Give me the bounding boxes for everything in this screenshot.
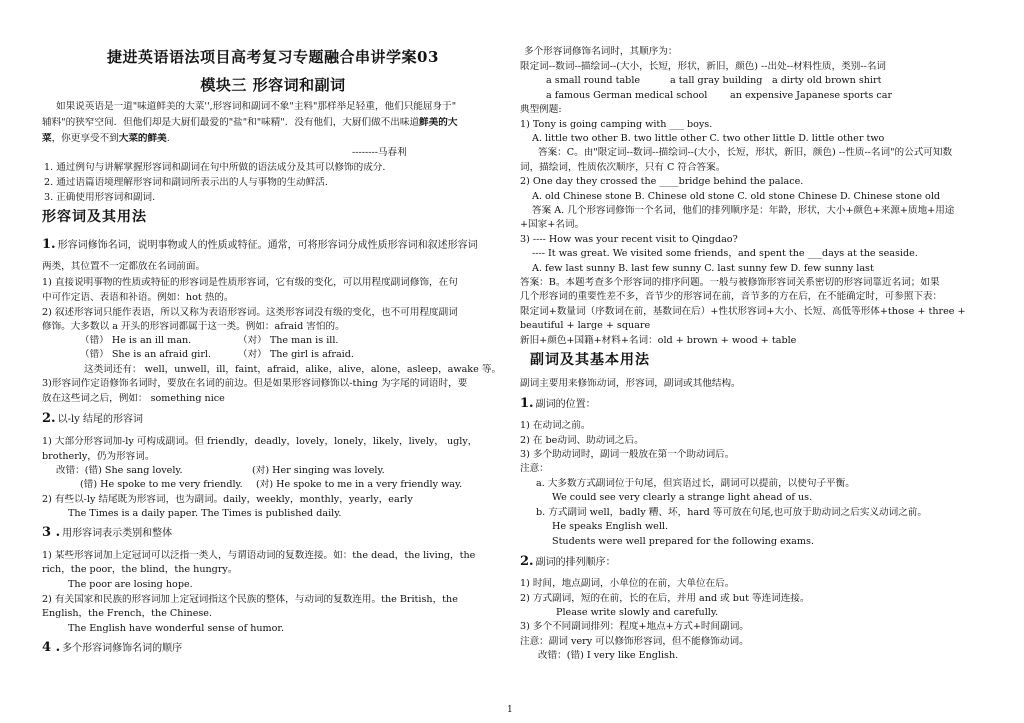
- example-phrase: a tall gray building: [670, 75, 763, 86]
- example-wrong: （错） She is an afraid girl.: [80, 349, 212, 360]
- goal-item: 2. 通过语篇语境理解形容词和副词所表示出的人与事物的生动鲜活.: [44, 177, 328, 188]
- section-heading-adverbs: 副词及其基本用法: [530, 352, 650, 368]
- paragraph-line: 两类，其位置不一定都放在名词前面。: [42, 261, 206, 272]
- intro-bold: 鲜美的大: [419, 117, 458, 128]
- paragraph-line: 副词主要用来修饰动词，形容词，副词或其他结构。: [520, 378, 741, 389]
- paragraph-line: 注意：: [520, 463, 549, 474]
- intro-text: .: [166, 133, 170, 144]
- example-line: Students were well prepared for the following exams.: [552, 536, 814, 547]
- subheading-text: 以-ly 结尾的形容词: [57, 414, 143, 425]
- subheading-adverb-order: [520, 555, 990, 570]
- paragraph-line: 限定词--数词--描绘词--(大小，长短，形状，新旧，颜色) --出处--材料性质，类别--名词: [520, 61, 887, 72]
- example-line: Please write slowly and carefully.: [556, 607, 719, 618]
- answer-line: 答案 A. 几个形容词修饰一个名词，他们的排列顺序是：年龄，形状，大小+颜色+来源+质地+用途: [532, 205, 955, 216]
- paragraph-line: 1) 直接说明事物的性质或特征的形容词是性质形容词，它有级的变化，可以用程度副词修饰，在句: [42, 277, 458, 288]
- page-number: 1: [507, 705, 513, 715]
- paragraph-line: brotherly，仍为形容词。: [42, 451, 155, 462]
- subheading-text: 副词的位置：: [535, 399, 596, 410]
- paragraph-line: 2) 有些以-ly 结尾既为形容词，也为副词。daily，weekly，monthly，yearly，early: [42, 494, 413, 505]
- options-line: A. little two other B. two little other C. two other little D. little other two: [532, 133, 885, 144]
- example-phrase: an expensive Japanese sports car: [730, 90, 893, 101]
- paragraph-line: 3)形容词作定语修饰名词时，要放在名词的前边。但是如果形容词修饰以-thing 为字尾的词语时，要: [42, 378, 468, 389]
- paragraph-line: English，the French，the Chinese.: [42, 608, 213, 619]
- paragraph-line: 放在这些词之后，例如： something nice: [42, 393, 225, 404]
- example-phrase: a dirty old brown shirt: [772, 75, 882, 86]
- example-wrong: 改错：(错) She sang lovely.: [56, 465, 183, 476]
- example-line: He speaks English well.: [552, 521, 669, 532]
- paragraph-line: 这类词还有： well，unwell，ill，faint，afraid，alike，alive，alone，asleep，awake 等。: [84, 364, 502, 375]
- example-line: The English have wonderful sense of humor.: [68, 623, 284, 634]
- paragraph-line: 修饰。大多数以 a 开头的形容词都属于这一类。例如：afraid 害怕的。: [42, 321, 345, 332]
- subheading-number: 4 .: [42, 641, 61, 655]
- subheading-number: 2.: [42, 412, 56, 426]
- paragraph-line: b. 方式副词 well，badly 糟、坏，hard 等可放在句尾,也可放于助动词之后实义动词之前。: [536, 507, 927, 518]
- question-line: 3) ---- How was your recent visit to Qingdao?: [520, 234, 738, 245]
- example-line: 改错：(错) I very like English.: [538, 650, 679, 661]
- answer-line: 几个形容词的重要性差不多，音节少的形容词在前，音节多的方在后，在不能确定时，可参照下表：: [520, 291, 943, 302]
- example-phrase: a famous German medical school: [546, 90, 708, 101]
- paragraph-line: 2) 叙述形容词只能作表语，所以又称为表语形容词。这类形容词没有级的变化，也不可用程度副词: [42, 307, 458, 318]
- paragraph-line: rich，the poor，the blind，the hungry。: [42, 564, 238, 575]
- module-title: 模块三 形容词和副词: [200, 76, 346, 94]
- attribution: --------马春利: [352, 147, 407, 158]
- question-line: 1) Tony is going camping with ___ boys.: [520, 119, 713, 130]
- paragraph-line: 1) 某些形容词加上定冠词可以泛指一类人，与谓语动词的复数连接。如：the dead，the living，the: [42, 550, 476, 561]
- section-heading-adjectives: 形容词及其用法: [42, 209, 147, 225]
- answer-line: +国家+名词。: [520, 219, 585, 230]
- intro-text: 辅料"的狭窄空间．但他们却是大厨们最爱的"盐"和"味精"．没有他们，大厨们做不出味道: [42, 117, 420, 128]
- intro-line: 如果说英语是一道"味道鲜美的大菜'',形容词和副词不象"主料"那样举足轻重，他们只能屈身于": [56, 101, 457, 112]
- answer-line: 词，描绘词，性质依次顺序，只有 C 符合答案。: [520, 162, 726, 173]
- answer-line: beautiful + large + square: [520, 320, 651, 331]
- paragraph-line: 注意：副词 very 可以修饰形容词，但不能修饰动词。: [520, 636, 749, 647]
- subheading-text: 副词的排列顺序：: [535, 557, 616, 568]
- paragraph-line: 3) 多个不同副词排列：程度+地点+方式+时间副词。: [520, 621, 749, 632]
- example-line: The Times is a daily paper. The Times is published daily.: [68, 508, 342, 519]
- subheading-3: [42, 526, 504, 541]
- intro-text: ，你更享受不到: [51, 133, 119, 144]
- subheading-adverb-position: [520, 397, 990, 412]
- subheading-1: [42, 238, 504, 253]
- options-line: A. few last sunny B. last few sunny C. last sunny few D. few sunny last: [532, 263, 874, 274]
- goal-item: 1. 通过例句与讲解掌握形容词和副词在句中所做的语法成分及其可以修饰的成分.: [44, 162, 386, 173]
- example-right: （对） The man is ill.: [238, 335, 339, 346]
- paragraph-line: 1) 在动词之前。: [520, 420, 591, 431]
- subheading-4: [42, 641, 504, 656]
- paragraph-line: 3) 多个助动词时，副词一般放在第一个助动词后。: [520, 449, 735, 460]
- example-right: (对) He spoke to me in a very friendly way.: [256, 479, 463, 490]
- subheading-number: 1.: [520, 397, 534, 411]
- subheading-2: [42, 412, 504, 427]
- paragraph-line: 多个形容词修饰名词时，其顺序为：: [524, 46, 678, 57]
- options-line: A. old Chinese stone B. Chinese old stone C. old stone Chinese D. Chinese stone old: [532, 191, 941, 202]
- subheading-number: 1.: [42, 238, 56, 252]
- question-line: 2) One day they crossed the ____bridge behind the palace.: [520, 176, 804, 187]
- example-right: (对) Her singing was lovely.: [252, 465, 385, 476]
- example-right: （对） The girl is afraid.: [238, 349, 354, 360]
- example-wrong: （错） He is an ill man.: [80, 335, 192, 346]
- subheading-number: 2.: [520, 555, 534, 569]
- answer-line: 新旧+颜色+国籍+材料+名词：old + brown + wood + table: [520, 335, 797, 346]
- paragraph-line: 中可作定语、表语和补语。例如：hot 热的。: [42, 292, 234, 303]
- paragraph-line: 2) 方式副词，短的在前，长的在后，并用 and 或 but 等连词连接。: [520, 593, 810, 604]
- subheading-text: 多个形容词修饰名词的顺序: [62, 643, 183, 654]
- paragraph-line: 1) 时间，地点副词，小单位的在前，大单位在后。: [520, 578, 735, 589]
- document-title: 捷进英语语法项目高考复习专题融合串讲学案03: [107, 48, 439, 66]
- paragraph-line: 2) 有关国家和民族的形容词加上定冠词指这个民族的整体，与动词的复数连用。the British，the: [42, 594, 458, 605]
- paragraph-line: 典型例题:: [520, 104, 562, 115]
- intro-line: [42, 117, 504, 129]
- intro-bold: 菜: [42, 133, 52, 144]
- example-phrase: a small round table: [546, 75, 641, 86]
- paragraph-line: 1) 大部分形容词加-ly 可构成副词。但 friendly，deadly，lovely，lonely，likely，lively， ugly，: [42, 436, 478, 447]
- subheading-number: 3 .: [42, 526, 61, 540]
- question-line: ---- It was great. We visited some friends，and spent the ___days at the seaside.: [532, 248, 918, 259]
- intro-bold: 大菜的鲜美: [118, 133, 167, 144]
- example-wrong: (错) He spoke to me very friendly.: [80, 479, 243, 490]
- subheading-text: 形容词修饰名词，说明事物或人的性质或特征。通常，可将形容词分成性质形容词和叙述形容词: [57, 240, 478, 251]
- answer-line: 答案：B。本题考查多个形容词的排序问题。一般与被修饰形容词关系密切的形容词靠近名词；如果: [520, 277, 940, 288]
- example-line: The poor are losing hope.: [68, 579, 193, 590]
- paragraph-line: 2) 在 be动词、助动词之后。: [520, 435, 644, 446]
- example-line: We could see very clearly a strange light ahead of us.: [552, 492, 813, 503]
- goal-item: 3. 正确使用形容词和副词.: [44, 192, 156, 203]
- answer-line: 限定词+数量词（序数词在前，基数词在后）+性状形容词+大小、长短、高低等形体+those + three +: [520, 306, 966, 317]
- intro-line: [42, 133, 504, 145]
- subheading-text: 用形容词表示类别和整体: [62, 528, 173, 539]
- paragraph-line: a. 大多数方式副词位于句尾，但宾语过长，副词可以提前，以使句子平衡。: [536, 478, 855, 489]
- answer-line: 答案：C。由"限定词--数词--描绘词--(大小，长短，形状，新旧，颜色) --性质--名词"的公式可知数: [538, 147, 953, 158]
